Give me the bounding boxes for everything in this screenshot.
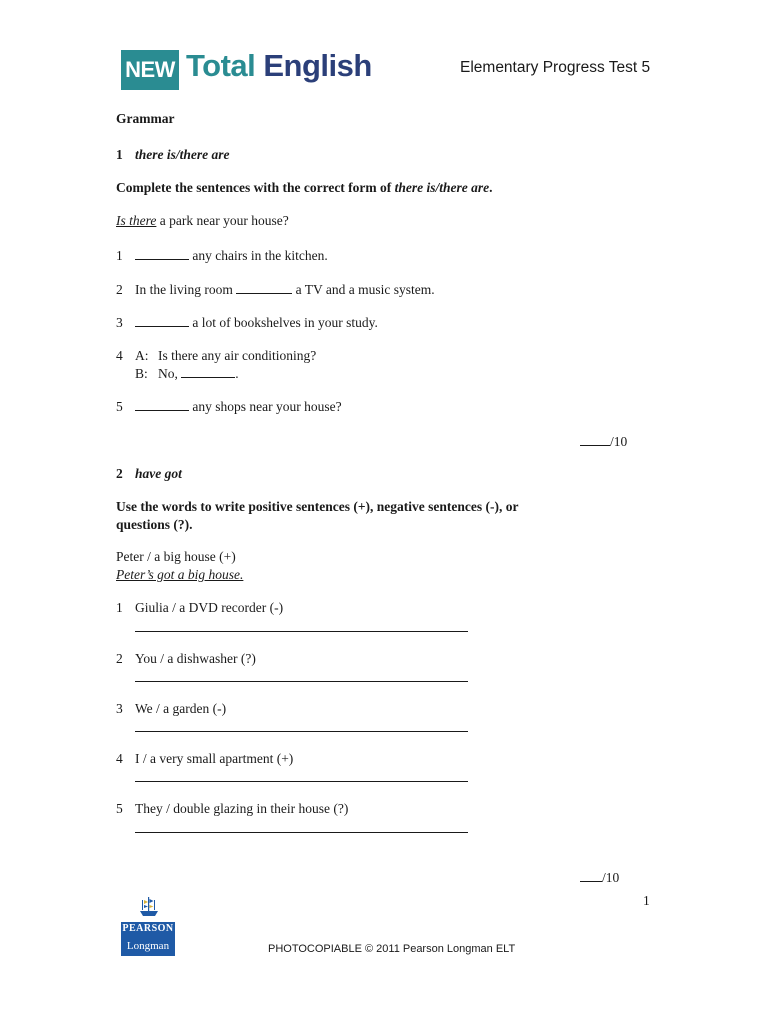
item-number: 5 (116, 801, 123, 816)
answer-blank[interactable] (236, 293, 292, 294)
list-item: I / a very small apartment (+) (135, 751, 294, 766)
answer-line[interactable] (135, 832, 468, 833)
item-number: 2 (116, 282, 123, 297)
score-blank[interactable] (580, 881, 602, 882)
list-item: Giulia / a DVD recorder (-) (135, 600, 284, 615)
dialogue-label-b: B: (135, 366, 148, 381)
exercise1-score (580, 434, 627, 450)
answer-line[interactable] (135, 631, 468, 632)
logo-english-word: English (263, 48, 372, 83)
list-item (135, 315, 378, 331)
item-text: In the living room (135, 282, 237, 297)
list-item: You / a dishwasher (?) (135, 651, 256, 666)
exercise1-title: there is/there are (135, 147, 230, 162)
item-number: 3 (116, 701, 123, 716)
section-heading: Grammar (116, 111, 175, 126)
exercise2-instruction-line2: questions (?). (116, 517, 193, 532)
item-number: 5 (116, 399, 123, 414)
instruction-end: . (489, 180, 493, 195)
item-text: any shops near your house? (189, 399, 342, 414)
answer-line[interactable] (135, 681, 468, 682)
answer-line[interactable] (135, 731, 468, 732)
exercise2-title: have got (135, 466, 182, 481)
ship-icon (138, 896, 160, 918)
item-number: 2 (116, 651, 123, 666)
footer-copyright: PHOTOCOPIABLE © 2011 Pearson Longman ELT (268, 943, 516, 955)
exercise2-example-prompt: Peter / a big house (+) (116, 549, 236, 564)
list-item: We / a garden (-) (135, 701, 227, 716)
score-blank[interactable] (580, 445, 610, 446)
list-item (135, 282, 435, 298)
exercise2-number: 2 (116, 466, 123, 481)
exercise1-example (116, 213, 289, 229)
item-text: No, (158, 366, 182, 381)
example-text: a park near your house? (156, 213, 289, 228)
item-text: any chairs in the kitchen. (189, 248, 328, 263)
answer-line[interactable] (135, 781, 468, 782)
item-number: 3 (116, 315, 123, 330)
answer-blank[interactable] (135, 410, 189, 411)
exercise2-instruction-line1: Use the words to write positive sentences (+), negative sentences (-), or (116, 499, 519, 514)
item-number: 4 (116, 348, 123, 363)
list-item: They / double glazing in their house (?) (135, 801, 349, 816)
pearson-logo-bottom: Longman (126, 940, 170, 952)
instruction-text: Complete the sentences with the correct form of (116, 180, 395, 195)
answer-blank[interactable] (181, 377, 235, 378)
exercise1-instruction (116, 180, 493, 196)
item-number: 1 (116, 248, 123, 263)
logo-total-word: Total (186, 48, 256, 83)
example-answer: Is there (116, 213, 157, 228)
answer-blank[interactable] (135, 259, 189, 260)
item-text: a TV and a music system. (292, 282, 435, 297)
exercise1-number: 1 (116, 147, 123, 162)
instruction-emphasis: there is/there are (394, 180, 490, 195)
dialogue-text-b (158, 366, 239, 382)
exercise2-example-answer: Peter’s got a big house. (116, 567, 244, 582)
list-item (135, 399, 342, 415)
page-number: 1 (643, 893, 650, 908)
item-number: 1 (116, 600, 123, 615)
answer-blank[interactable] (135, 326, 189, 327)
test-title: Elementary Progress Test 5 (460, 59, 651, 76)
list-item (135, 248, 328, 264)
item-text: a lot of bookshelves in your study. (189, 315, 378, 330)
item-text: . (235, 366, 239, 381)
logo-title (186, 48, 372, 84)
exercise2-score (580, 870, 619, 886)
logo-new-badge: NEW (121, 50, 179, 90)
item-number: 4 (116, 751, 123, 766)
score-total: /10 (602, 870, 620, 885)
pearson-logo-top: PEARSON (122, 923, 174, 934)
dialogue-label-a: A: (135, 348, 149, 363)
score-total: /10 (610, 434, 628, 449)
dialogue-text-a: Is there any air conditioning? (158, 348, 317, 363)
